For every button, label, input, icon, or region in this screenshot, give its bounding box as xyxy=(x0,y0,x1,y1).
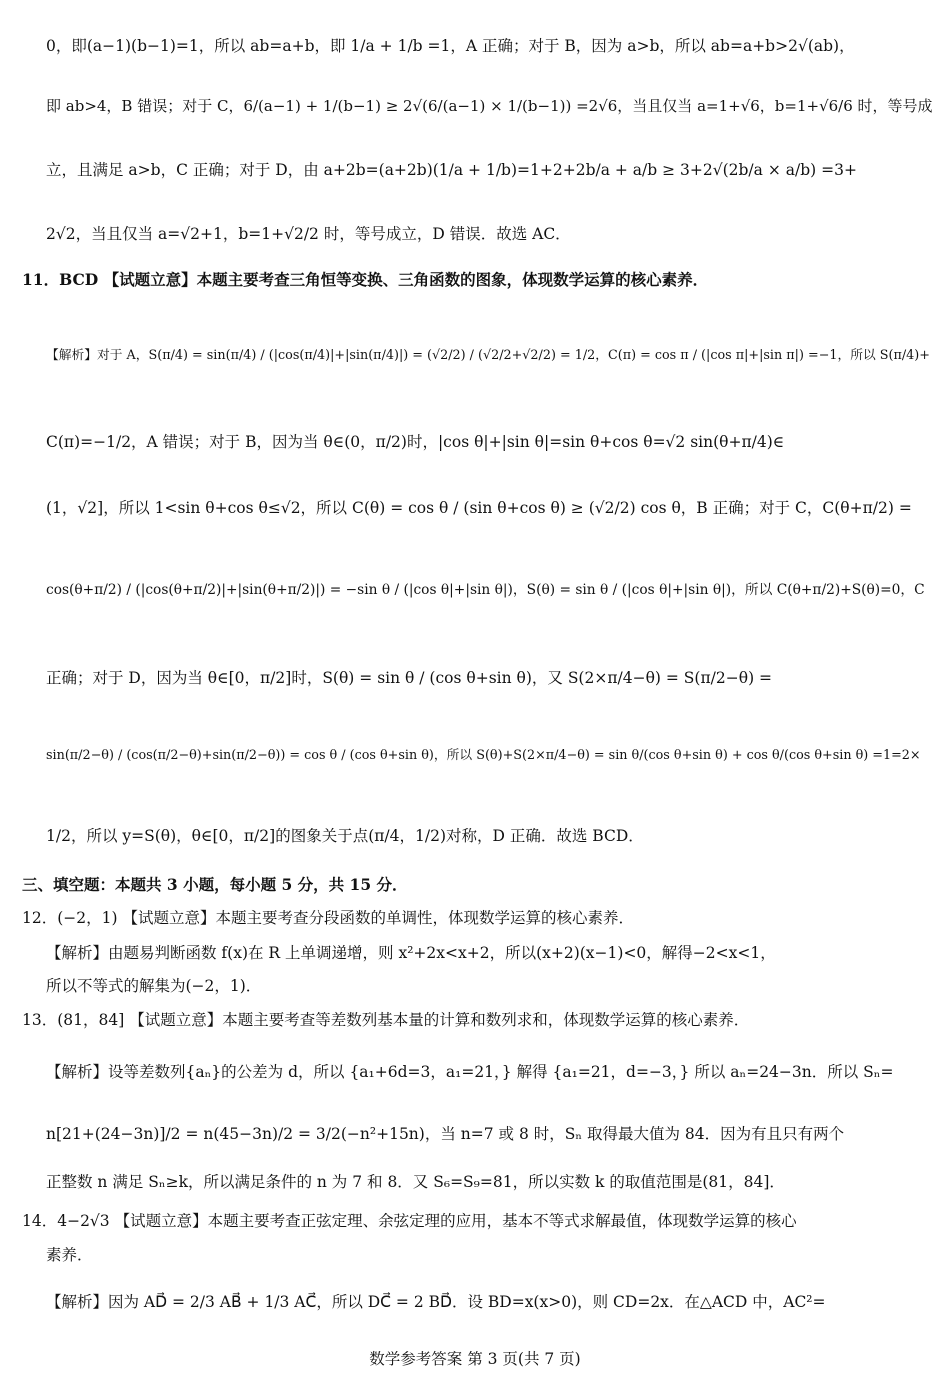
text-line: 所以不等式的解集为(−2，1)． xyxy=(46,977,262,995)
text-line: 立，且满足 a>b，C 正确；对于 D，由 a+2b=(a+2b)(1/a + 1/b)=1+2+2b/a + a/b ≥ 3+2√(2b/a × a/b) =3+ xyxy=(46,161,857,179)
text-line: n[21+(24−3n)]/2 = n(45−3n)/2 = 3/2(−n²+15n)，当 n=7 或 8 时，Sₙ 取得最大值为 84．因为有且只有两个 xyxy=(46,1125,845,1143)
text-line: 【解析】因为 AD⃗ = 2/3 AB⃗ + 1/3 AC⃗，所以 DC⃗ = 2 BD⃗．设 BD=x(x>0)，则 CD=2x．在△ACD 中，AC²= xyxy=(46,1293,826,1311)
question-11-header: 11．BCD 【试题立意】本题主要考查三角恒等变换、三角函数的图象，体现数学运算的核心素养． xyxy=(22,270,709,289)
question-12-header: 12．(−2，1) 【试题立意】本题主要考查分段函数的单调性，体现数学运算的核心素养． xyxy=(22,909,634,927)
text-line: 素养． xyxy=(46,1246,93,1264)
text-line: cos(θ+π/2) / (|cos(θ+π/2)|+|sin(θ+π/2)|) = −sin θ / (|cos θ|+|sin θ|)，S(θ) = sin θ / (|cos θ|+|sin θ|)，所以 C(θ+π/2)+S(θ)=0，C xyxy=(46,582,925,598)
text-line: C(π)=−1/2，A 错误；对于 B，因为当 θ∈(0，π/2)时，|cos θ|+|sin θ|=sin θ+cos θ=√2 sin(θ+π/4)∈ xyxy=(46,433,785,451)
text-line: 2√2，当且仅当 a=√2+1，b=1+√2/2 时，等号成立，D 错误．故选 AC． xyxy=(46,225,571,243)
section-heading: 三、填空题：本题共 3 小题，每小题 5 分，共 15 分． xyxy=(22,875,408,894)
page-footer: 数学参考答案 第 3 页(共 7 页) xyxy=(369,1350,581,1368)
text-line: 1/2，所以 y=S(θ)，θ∈[0，π/2]的图象关于点(π/4，1/2)对称，D 正确．故选 BCD． xyxy=(46,827,644,845)
text-line: 0，即(a−1)(b−1)=1，所以 ab=a+b，即 1/a + 1/b =1，A 正确；对于 B，因为 a>b，所以 ab=a+b>2√(ab)， xyxy=(46,37,855,55)
text-line: 即 ab>4，B 错误；对于 C，6/(a−1) + 1/(b−1) ≥ 2√(6/(a−1) × 1/(b−1)) =2√6，当且仅当 a=1+√6，b=1+√6/6 时，等号成 xyxy=(46,97,933,115)
text-line: sin(π/2−θ) / (cos(π/2−θ)+sin(π/2−θ)) = cos θ / (cos θ+sin θ)，所以 S(θ)+S(2×π/4−θ) = sin θ/(cos θ+sin θ) + cos θ/(cos θ+sin θ) =1=2× xyxy=(46,748,921,763)
question-14-header: 14．4−2√3 【试题立意】本题主要考查正弦定理、余弦定理的应用，基本不等式求解最值，体现数学运算的核心 xyxy=(22,1212,797,1230)
question-13-header: 13．(81，84] 【试题立意】本题主要考查等差数列基本量的计算和数列求和，体现数学运算的核心素养． xyxy=(22,1011,750,1029)
text-line: 【解析】对于 A，S(π/4) = sin(π/4) / (|cos(π/4)|+|sin(π/4)|) = (√2/2) / (√2/2+√2/2) = 1/2，C(π) = cos π / (|cos π|+|sin π|) =−1，所以 S(π/4)+ xyxy=(46,348,930,363)
text-line: 【解析】由题易判断函数 f(x)在 R 上单调递增，则 x²+2x<x+2，所以(x+2)(x−1)<0，解得−2<x<1， xyxy=(46,944,776,962)
text-line: (1，√2]，所以 1<sin θ+cos θ≤√2，所以 C(θ) = cos θ / (sin θ+cos θ) ≥ (√2/2) cos θ，B 正确；对于 C，C(θ+π/2) = xyxy=(46,499,912,517)
text-line: 正确；对于 D，因为当 θ∈[0，π/2]时，S(θ) = sin θ / (cos θ+sin θ)，又 S(2×π/4−θ) = S(π/2−θ) = xyxy=(46,669,773,687)
text-line: 【解析】设等差数列{aₙ}的公差为 d，所以 {a₁+6d=3，a₁=21，} 解得 {a₁=21，d=−3，} 所以 aₙ=24−3n．所以 Sₙ= xyxy=(46,1063,894,1081)
text-line: 正整数 n 满足 Sₙ≥k，所以满足条件的 n 为 7 和 8．又 S₆=S₉=81，所以实数 k 的取值范围是(81，84]． xyxy=(46,1173,785,1191)
